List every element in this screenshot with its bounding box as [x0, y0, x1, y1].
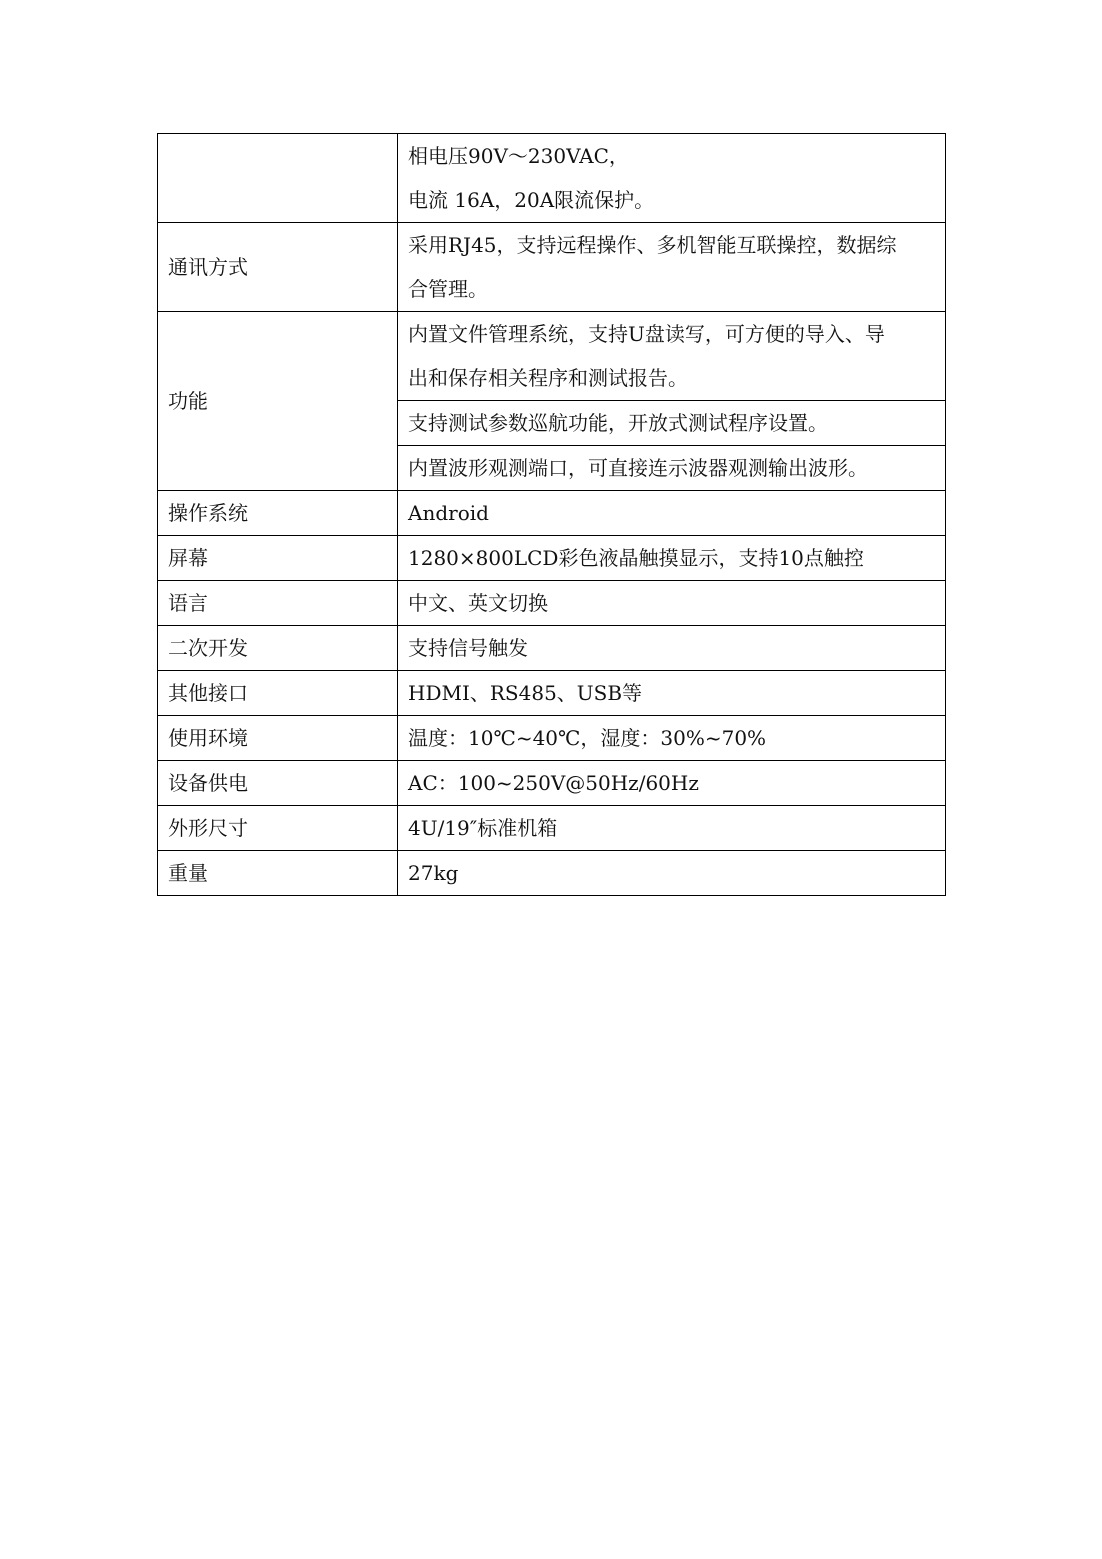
- table-row: [158, 536, 946, 581]
- row-label: 功能: [158, 312, 398, 491]
- row-value: 相电压90V～230VAC， 电流 16A，20A限流保护。: [398, 134, 946, 223]
- row-value: 1280×800LCD彩色液晶触摸显示，支持10点触控: [398, 536, 946, 581]
- feature-item: 内置波形观测端口，可直接连示波器观测输出波形。: [398, 445, 945, 490]
- table-row: [158, 626, 946, 671]
- row-label: 语言: [158, 581, 398, 626]
- row-value-group: [398, 312, 946, 491]
- feature-item: 内置文件管理系统，支持U盘读写，可方便的导入、导 出和保存相关程序和测试报告。: [408, 322, 885, 390]
- row-value: 采用RJ45，支持远程操作、多机智能互联操控，数据综 合管理。: [398, 223, 946, 312]
- table-row: [158, 761, 946, 806]
- table-row: [158, 491, 946, 536]
- row-value: 27kg: [398, 851, 946, 896]
- row-label: [158, 134, 398, 223]
- row-label: 通讯方式: [158, 223, 398, 312]
- row-label: 外形尺寸: [158, 806, 398, 851]
- row-value: 中文、英文切换: [398, 581, 946, 626]
- row-label: 使用环境: [158, 716, 398, 761]
- row-value: Android: [398, 491, 946, 536]
- table-row: [158, 581, 946, 626]
- table-row: [158, 312, 946, 491]
- row-label: 操作系统: [158, 491, 398, 536]
- row-value: 支持信号触发: [398, 626, 946, 671]
- table-row: [158, 716, 946, 761]
- row-label: 屏幕: [158, 536, 398, 581]
- row-label: 重量: [158, 851, 398, 896]
- spec-table: [157, 133, 946, 896]
- row-label: 设备供电: [158, 761, 398, 806]
- table-row: [158, 134, 946, 223]
- table-row: [158, 851, 946, 896]
- table-row: [158, 671, 946, 716]
- row-label: 二次开发: [158, 626, 398, 671]
- feature-item: 支持测试参数巡航功能，开放式测试程序设置。: [398, 400, 945, 445]
- row-value: AC：100~250V@50Hz/60Hz: [398, 761, 946, 806]
- row-label: 其他接口: [158, 671, 398, 716]
- table-row: [158, 223, 946, 312]
- row-value: 温度：10℃~40℃，湿度：30%~70%: [398, 716, 946, 761]
- table-row: [158, 806, 946, 851]
- row-value: HDMI、RS485、USB等: [398, 671, 946, 716]
- row-value: 4U/19″标准机箱: [398, 806, 946, 851]
